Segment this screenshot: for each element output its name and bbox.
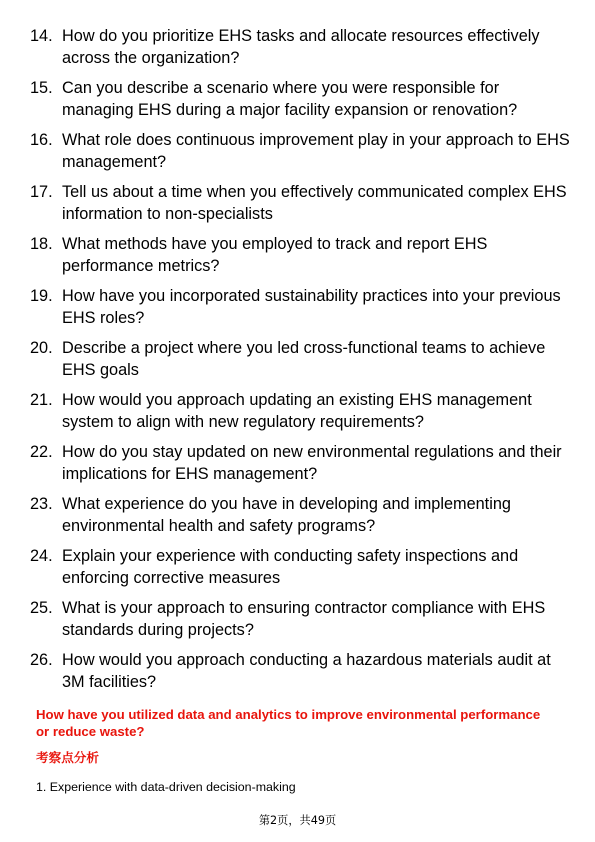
question-item — [30, 234, 570, 277]
question-number: 16. — [30, 131, 53, 149]
page-footer: 第2页，共49页 — [258, 814, 337, 827]
question-number: 19. — [30, 287, 53, 305]
question-item — [30, 338, 570, 381]
question-item — [30, 442, 570, 485]
section-title: 考察点分析 — [36, 750, 99, 765]
question-number: 23. — [30, 495, 53, 513]
question-text: Explain your experience with conducting safety inspections and enforcing corrective measures — [62, 547, 519, 587]
question-number: 17. — [30, 183, 53, 201]
question-item — [30, 182, 570, 225]
question-text: How have you incorporated sustainability practices into your previous EHS roles? — [62, 287, 561, 327]
question-item — [30, 390, 570, 433]
question-number: 25. — [30, 599, 53, 617]
question-number: 22. — [30, 443, 53, 461]
question-number: 21. — [30, 391, 53, 409]
question-text: Tell us about a time when you effectively communicated complex EHS information to non-specialists — [62, 183, 567, 223]
question-text: What experience do you have in developing and implementing environmental health and safety programs? — [62, 495, 511, 535]
question-text: How do you stay updated on new environmental regulations and their implications for EHS management? — [62, 443, 562, 483]
question-number: 14. — [30, 27, 53, 45]
question-text: What methods have you employed to track and report EHS performance metrics? — [62, 235, 488, 275]
question-text: Describe a project where you led cross-functional teams to achieve EHS goals — [62, 339, 546, 379]
question-item — [30, 598, 570, 641]
question-item — [30, 78, 570, 121]
question-item — [30, 650, 570, 693]
question-number: 24. — [30, 547, 53, 565]
question-number: 18. — [30, 235, 53, 253]
question-text: Can you describe a scenario where you were responsible for managing EHS during a major facility expansion or renovation? — [62, 79, 518, 119]
question-number: 15. — [30, 79, 53, 97]
question-item — [30, 26, 570, 69]
question-item — [30, 286, 570, 329]
analysis-point: 1. Experience with data-driven decision-making — [36, 780, 296, 794]
question-number: 20. — [30, 339, 53, 357]
question-list — [30, 26, 570, 702]
question-item — [30, 130, 570, 173]
question-text: How would you approach conducting a hazardous materials audit at 3M facilities? — [62, 651, 551, 691]
question-number: 26. — [30, 651, 53, 669]
question-item — [30, 494, 570, 537]
featured-question-heading: How have you utilized data and analytics to improve environmental performance or reduce waste? — [36, 707, 541, 740]
question-item — [30, 546, 570, 589]
question-text: How would you approach updating an existing EHS management system to align with new regulatory requirements? — [62, 391, 532, 431]
question-text: How do you prioritize EHS tasks and allocate resources effectively across the organization? — [62, 27, 540, 67]
question-text: What role does continuous improvement play in your approach to EHS management? — [62, 131, 570, 171]
question-text: What is your approach to ensuring contractor compliance with EHS standards during projects? — [62, 599, 546, 639]
